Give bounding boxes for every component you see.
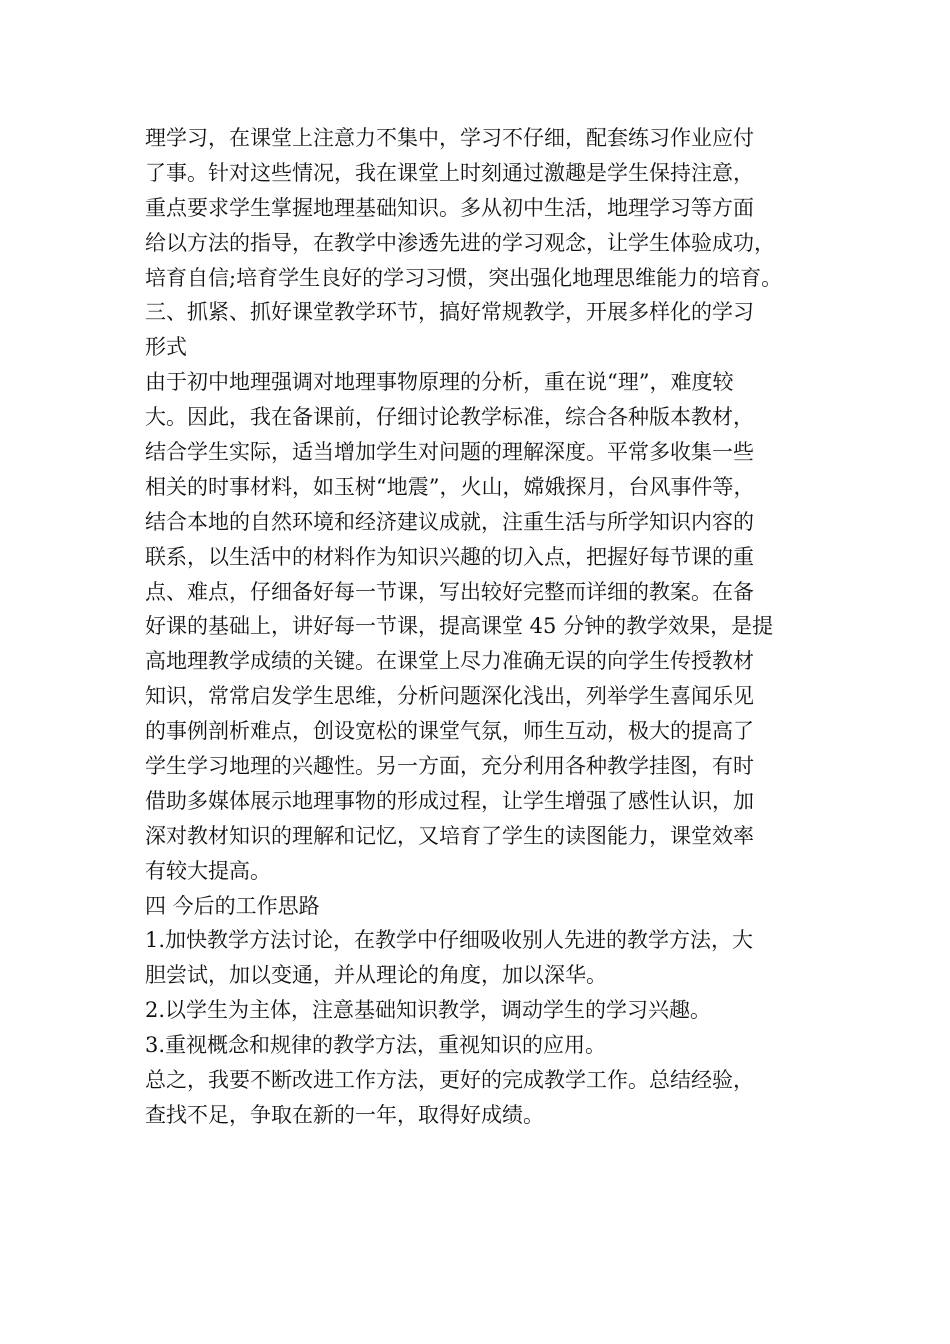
text-line: 有较大提高。 [145, 858, 271, 883]
text-line: 重点要求学生掌握地理基础知识。多从初中生活，地理学习等方面 [145, 195, 754, 220]
text-line: 知识，常常启发学生思维，分析问题深化浅出，列举学生喜闻乐见 [145, 684, 754, 709]
text-line: 联系，以生活中的材料作为知识兴趣的切入点，把握好每节课的重 [145, 544, 754, 569]
section-heading-4: 四 今后的工作思路 [145, 893, 320, 918]
text-line: 理学习，在课堂上注意力不集中，学习不仔细，配套练习作业应付 [145, 126, 754, 150]
text-line: 培育自信;培育学生良好的学习习惯，突出强化地理思维能力的培育。 [145, 265, 783, 290]
text-line: 结合学生实际，适当增加学生对问题的理解深度。平常多收集一些 [145, 440, 754, 465]
text-line: 好课的基础上，讲好每一节课，提高课堂 45 分钟的教学效果，是提 [145, 614, 774, 639]
text-line: 了事。针对这些情况，我在课堂上时刻通过激趣是学生保持注意， [145, 160, 754, 185]
section-heading-3: 三、抓紧、抓好课堂教学环节，搞好常规教学，开展多样化的学习 [145, 300, 754, 325]
list-item-1-cont: 胆尝试，加以变通，并从理论的角度，加以深华。 [145, 963, 607, 988]
text-line: 相关的时事材料，如玉树“地震”，火山，嫦娥探月，台风事件等， [145, 474, 755, 499]
document-body [145, 121, 835, 1133]
conclusion-line: 查找不足，争取在新的一年，取得好成绩。 [145, 1102, 544, 1127]
text-line: 由于初中地理强调对地理事物原理的分析，重在说“理”，难度较 [145, 370, 734, 395]
list-item-1: 1.加快教学方法讨论，在教学中仔细吸收别人先进的教学方法，大 [145, 928, 754, 953]
section-heading-3-cont: 形式 [145, 335, 187, 360]
text-line: 的事例剖析难点，创设宽松的课堂气氛，师生互动，极大的提高了 [145, 719, 754, 744]
text-line: 点、难点，仔细备好每一节课，写出较好完整而详细的教案。在备 [145, 579, 754, 604]
text-line: 学生学习地理的兴趣性。另一方面，充分利用各种教学挂图，有时 [145, 754, 754, 779]
text-line: 高地理教学成绩的关键。在课堂上尽力准确无误的向学生传授教材 [145, 649, 754, 674]
text-line: 深对教材知识的理解和记忆，又培育了学生的读图能力，课堂效率 [145, 823, 754, 848]
text-line: 给以方法的指导，在教学中渗透先进的学习观念，让学生体验成功， [145, 230, 775, 255]
list-item-3: 3.重视概念和规律的教学方法，重视知识的应用。 [145, 1033, 607, 1058]
conclusion-line: 总之，我要不断改进工作方法，更好的完成教学工作。总结经验， [145, 1068, 754, 1093]
list-item-2: 2.以学生为主体，注意基础知识教学，调动学生的学习兴趣。 [145, 998, 712, 1023]
text-line: 结合本地的自然环境和经济建议成就，注重生活与所学知识内容的 [145, 509, 754, 534]
text-line: 大。因此，我在备课前，仔细讨论教学标准，综合各种版本教材， [145, 405, 754, 430]
text-line: 借助多媒体展示地理事物的形成过程，让学生增强了感性认识，加 [145, 788, 754, 813]
